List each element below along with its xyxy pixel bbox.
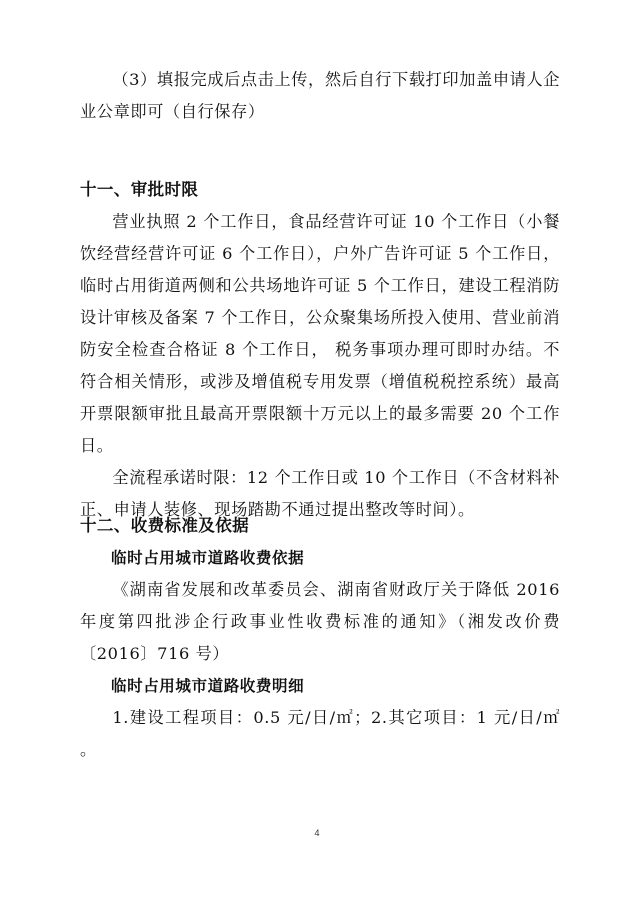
section-11-heading: 十一、审批时限: [80, 180, 199, 199]
intro-block: [80, 64, 560, 128]
section-11-paragraph-2: 全流程承诺时限：12 个工作日或 10 个工作日（不含材料补正、申请人装修、现场踏勘不通过提出整改等时间）。: [80, 468, 560, 519]
section-12-heading: 十二、收费标准及依据: [80, 516, 249, 535]
section-12-paragraph-details: 1.建设工程项目：0.5 元/日/㎡；2.其它项目：1 元/日/㎡ 。: [80, 708, 560, 759]
page-number: 4: [314, 828, 320, 838]
section-12: [80, 510, 560, 766]
section-12-subheading-basis: 临时占用城市道路收费依据: [111, 549, 305, 567]
section-12-subheading-details: 临时占用城市道路收费明细: [111, 677, 305, 695]
section-11-paragraph-1: 营业执照 2 个工作日，食品经营许可证 10 个工作日（小餐饮经营经营许可证 6 个工作日），户外广告许可证 5 个工作日，临时占用街道两侧和公共场地许可证 5 个工作日，建设工程消防设计审核及备案 7 个工作日，公众聚集场所投入使用、营业前消防安全检查合格证 8 个工作日， 税务事项办理可即时办结。不符合相关情形，或涉及增值税专用发票（增值税税控系统）最高开票限额审批且最高开票限额十万元以上的最多需要 20 个工作日。: [80, 212, 560, 455]
section-11: [80, 174, 560, 526]
intro-paragraph: （3）填报完成后点击上传，然后自行下载打印加盖申请人企业公章即可（自行保存）: [80, 70, 560, 121]
section-12-paragraph-basis: 《湖南省发展和改革委员会、湖南省财政厅关于降低 2016 年度第四批涉企行政事业性收费标准的通知》（湘发改价费〔2016〕716 号）: [80, 580, 560, 663]
